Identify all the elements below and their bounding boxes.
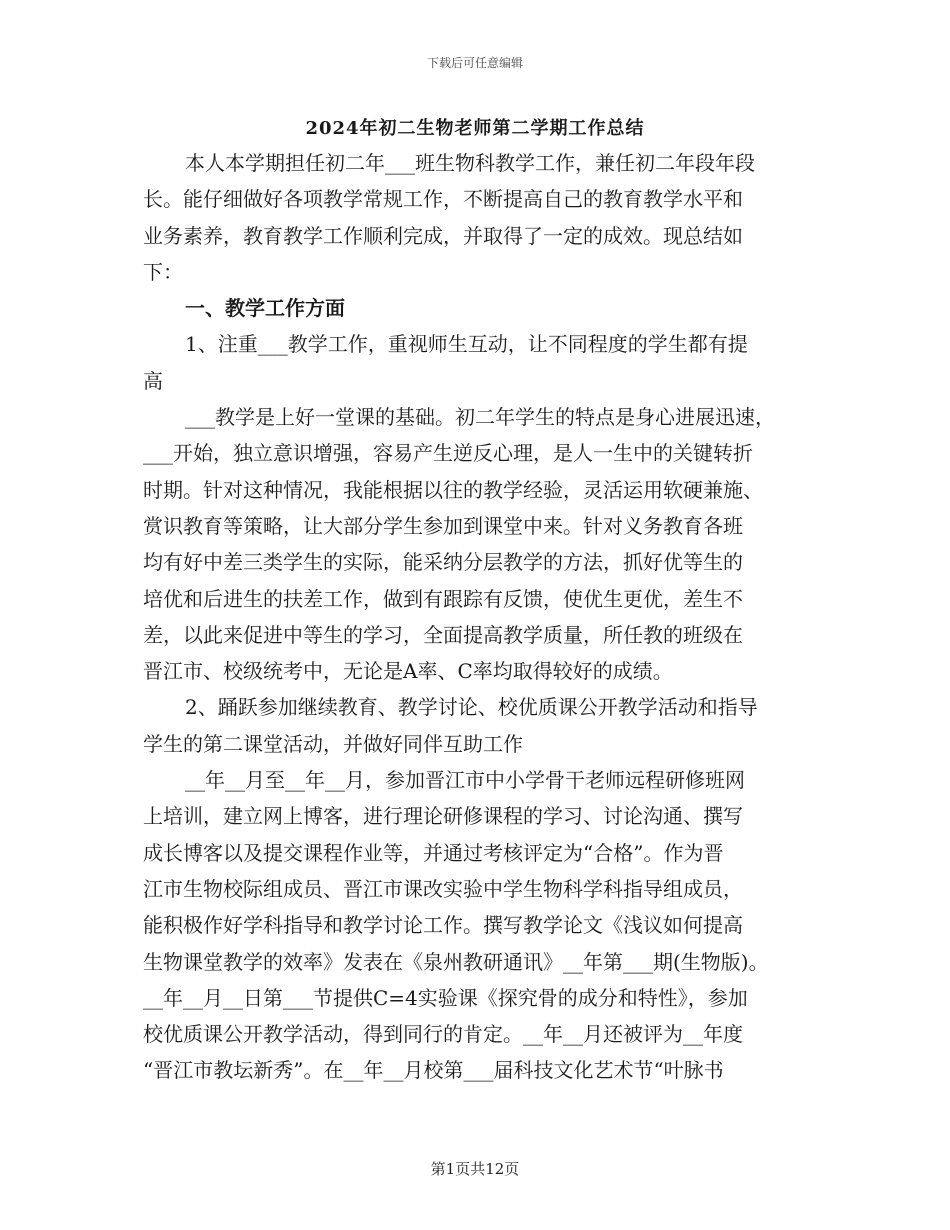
paragraph-line: 生物课堂教学的效率》发表在《泉州教研通讯》__年第___期(生物版)。	[143, 949, 769, 974]
document-title: 2024年初二生物老师第二学期工作总结	[305, 118, 645, 139]
paragraph-line: 培优和后进生的扶差工作，做到有跟踪有反馈，使优生更优，差生不	[143, 586, 743, 611]
paragraph-line: __年__月至__年__月，参加晋江市中小学骨干老师远程研修班网	[185, 768, 745, 793]
paragraph-line: 长。能仔细做好各项教学常规工作，不断提高自己的教育教学水平和	[143, 187, 743, 212]
paragraph-line: “晋江市教坛新秀”。在__年__月校第___届科技文化艺术节“叶脉书	[143, 1058, 724, 1083]
subsection-heading: 2、踊跃参加继续教育、教学讨论、校优质课公开教学活动和指导	[185, 695, 758, 720]
paragraph-line: 均有好中差三类学生的实际，能采纳分层教学的方法，抓好优等生的	[143, 550, 743, 575]
paragraph-line: 能积极作好学科指导和教学讨论工作。撰写教学论文《浅议如何提高	[143, 913, 743, 938]
subsection-heading: 学生的第二课堂活动，并做好同伴互助工作	[143, 731, 523, 756]
paragraph-line: 成长博客以及提交课程作业等，并通过考核评定为“合格”。作为晋	[143, 840, 724, 865]
paragraph-line: 时期。针对这种情况，我能根据以往的教学经验，灵活运用软硬兼施、	[143, 477, 763, 502]
section-heading: 一、教学工作方面	[185, 296, 345, 321]
paragraph-line: 校优质课公开教学活动，得到同行的肯定。__年__月还被评为__年度	[143, 1022, 743, 1047]
paragraph-line: 业务素养，教育教学工作顺利完成，并取得了一定的成效。现总结如	[143, 223, 743, 248]
subsection-heading: 高	[143, 368, 163, 393]
paragraph-line: 赏识教育等策略，让大部分学生参加到课堂中来。针对义务教育各班	[143, 513, 743, 538]
paragraph-line: ___开始，独立意识增强，容易产生逆反心理，是人一生中的关键转折	[143, 441, 753, 466]
paragraph-line: ___教学是上好一堂课的基础。初二年学生的特点是身心进展迅速，	[185, 405, 775, 430]
paragraph-line: 江市生物校际组成员、晋江市课改实验中学生物科学科指导组成员，	[143, 876, 743, 901]
document-body	[143, 145, 815, 1089]
paragraph-line: 上培训，建立网上博客，进行理论研修课程的学习、讨论沟通、撰写	[143, 804, 743, 829]
page-number: 第1页共12页	[430, 1160, 520, 1178]
paragraph-line: 本人本学期担任初二年___班生物科教学工作，兼任初二年段年段	[185, 151, 755, 175]
paragraph-line: 晋江市、校级统考中，无论是A率、C率均取得较好的成绩。	[143, 659, 673, 684]
subsection-heading: 1、注重___教学工作，重视师生互动，让不同程度的学生都有提	[185, 332, 748, 357]
paragraph-line: 下：	[143, 259, 183, 284]
download-note: 下载后可任意编辑	[426, 56, 523, 70]
paragraph-line: __年__月__日第___节提供C=4实验课《探究骨的成分和特性》，参加	[143, 985, 748, 1010]
paragraph-line: 差，以此来促进中等生的学习，全面提高教学质量，所任教的班级在	[143, 622, 743, 647]
